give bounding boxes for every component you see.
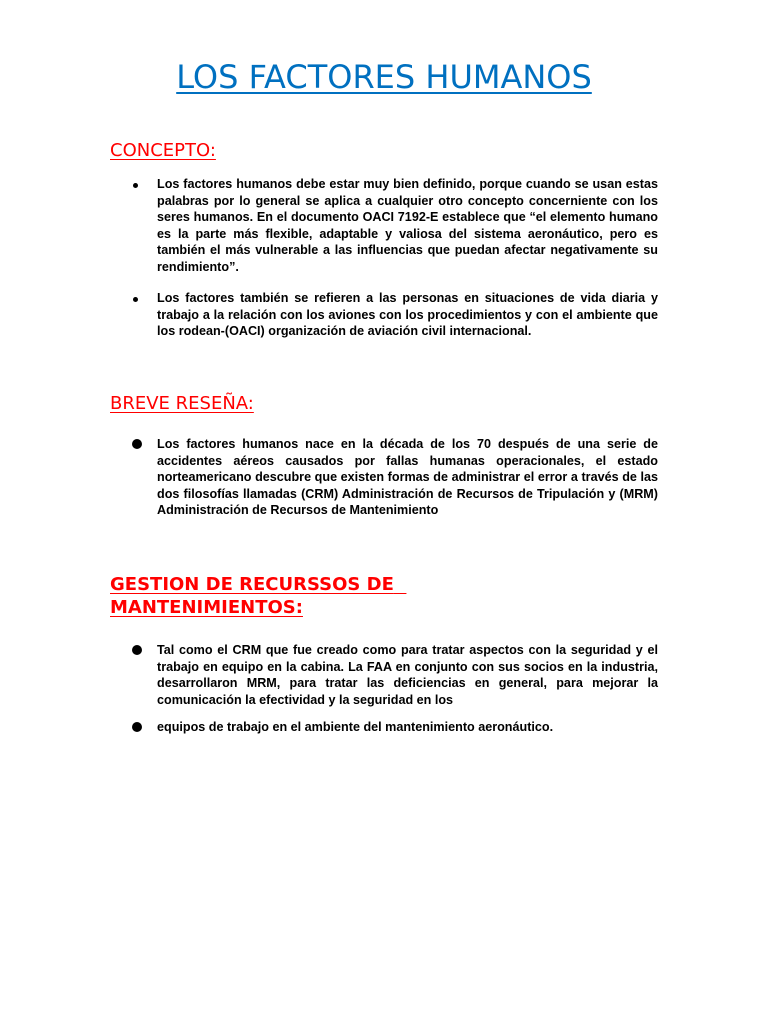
- section-heading-resena: BREVE RESEÑA:: [110, 393, 254, 414]
- section-heading-gestion: GESTION DE RECURSSOS DE MANTENIMIENTOS:: [110, 574, 407, 618]
- list-item-text: Los factores también se refieren a las personas en situaciones de vida diaria y trabajo a la relación con los aviones con los procedimientos y con el ambiente que los rodean-(OACI) organización de aviación civil internacional.: [157, 291, 658, 338]
- bullet-icon: [132, 722, 142, 732]
- bullet-icon: [133, 297, 138, 302]
- list-item-text: Tal como el CRM que fue creado como para tratar aspectos con la seguridad y el trabajo en equipo en la cabina. La FAA en conjunto con sus socios en la industria, desarrollaron MRM, para tratar las deficiencias en general, para mejorar la comunicación la efectividad y la seguridad en los: [157, 643, 658, 707]
- bullet-icon: [132, 645, 142, 655]
- list-item-text: equipos de trabajo en el ambiente del mantenimiento aeronáutico.: [157, 720, 554, 734]
- section-heading-concepto: CONCEPTO:: [110, 140, 216, 161]
- bullet-icon: [132, 439, 142, 449]
- page-title: LOS FACTORES HUMANOS: [176, 58, 592, 96]
- bullet-icon: [133, 183, 138, 188]
- list-item-text: Los factores humanos nace en la década de los 70 después de una serie de accidentes aéreos causados por fallas humanas operacionales, el estado norteamericano descubre que existen formas de administrar el error a través de las dos filosofías llamadas (CRM) Administración de Recursos de Tripulación y (MRM) Administración de Recursos de Mantenimiento: [157, 437, 658, 517]
- list-item-text: Los factores humanos debe estar muy bien definido, porque cuando se usan estas palabras por lo general se aplica a cualquier otro concepto concerniente con los seres humanos. En el documento OACI 7192-E establece que “el elemento humano es la parte más flexible, adaptable y valiosa del sistema aeronáutico, pero es también el más vulnerable a las influencias que puedan afectar negativamente su rendimiento”.: [157, 177, 658, 274]
